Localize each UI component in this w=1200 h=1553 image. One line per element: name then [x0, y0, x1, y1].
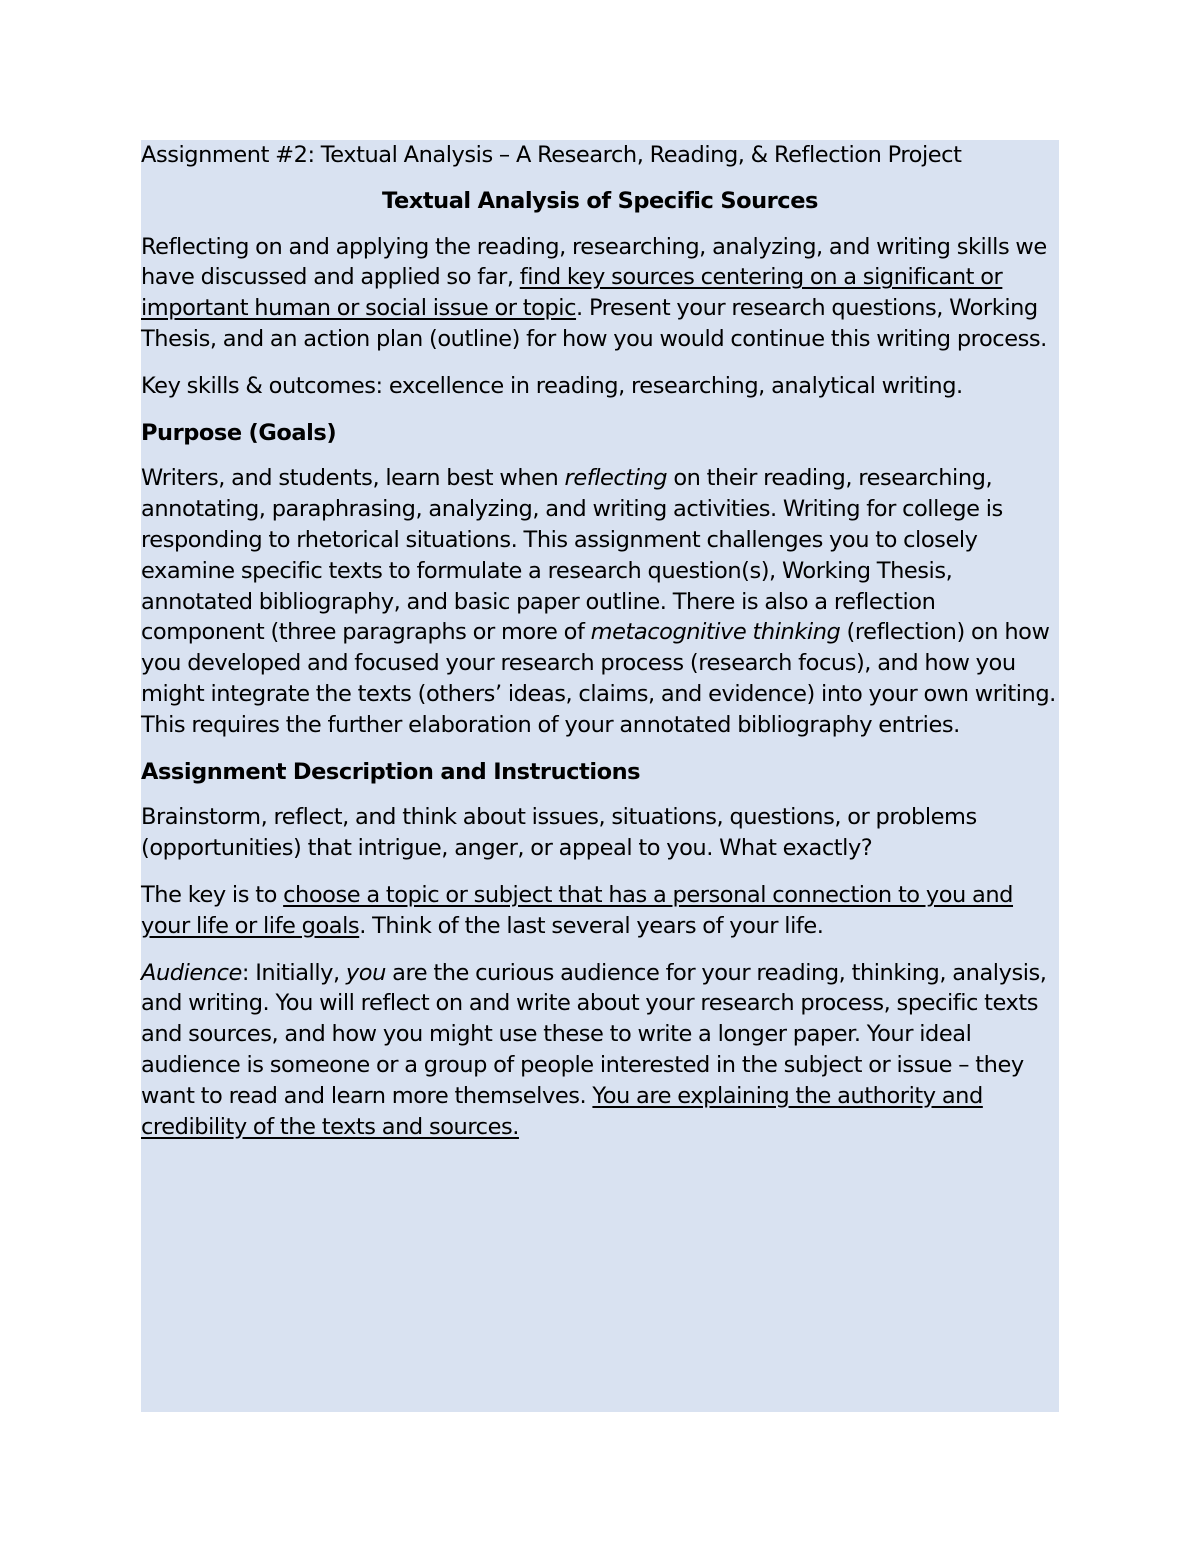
purpose-text-2: on their reading, researching, annotating, paraphrasing, analyzing, and writing activities. Writing for college is responding to rhetorical situations. This assignment challenges you to closely examine specific texts to formulate a research question(s), Working Thesis, annotated bibliography, and basic paper outline. There is also a reflection component (three paragraphs or more of [141, 465, 1003, 646]
purpose-paragraph [141, 463, 1059, 740]
brainstorm-paragraph: Brainstorm, reflect, and think about issues, situations, questions, or problems (opportunities) that intrigue, anger, or appeal to you. What exactly? [141, 804, 977, 862]
purpose-text-3: (reflection) on how you developed and focused your research process (research focus), and how you might integrate the texts (others’ ideas, claims, and evidence) into your own writing. This requires the further elaboration of your annotated bibliography entries. [141, 619, 1056, 738]
document-content [141, 140, 1059, 1158]
audience-underlined-text: You are explaining the authority and credibility of the texts and sources. [141, 1082, 983, 1140]
purpose-italic-metacognitive: metacognitive thinking [590, 619, 841, 646]
audience-text-2: are the curious audience for your reading, thinking, analysis, and writing. You will reflect on and write about your research process, specific texts and sources, and how you might use these to write a longer paper. Your ideal audience is someone or a group of people interested in the subject or issue – they want to read and learn more themselves. [141, 959, 1047, 1109]
intro-paragraph [141, 232, 1059, 355]
audience-paragraph [141, 958, 1059, 1143]
intro-underlined-text: find key sources centering on a significant or important human or social issue or topic [141, 264, 1003, 322]
purpose-text-1: Writers, and students, learn best when [141, 465, 565, 492]
purpose-italic-reflecting: reflecting [564, 465, 668, 492]
intro-text-1: Reflecting on and applying the reading, researching, analyzing, and writing skills we have discussed and applied so far, [141, 233, 1047, 291]
key-topic-underlined-text: choose a topic or subject that has a personal connection to you and your life or life goals [141, 881, 1014, 939]
key-topic-paragraph [141, 880, 1059, 942]
key-skills-paragraph: Key skills & outcomes: excellence in reading, researching, analytical writing. [141, 372, 963, 399]
description-heading: Assignment Description and Instructions [141, 758, 641, 785]
purpose-heading: Purpose (Goals) [141, 419, 337, 446]
key-topic-text-2: . Think of the last several years of your life. [359, 912, 824, 939]
intro-text-2: . Present your research questions, Working Thesis, and an action plan (outline) for how you would continue this writing process. [141, 295, 1047, 352]
document-subtitle: Textual Analysis of Specific Sources [382, 187, 818, 214]
audience-text-1: : Initially, [241, 959, 346, 986]
audience-italic-you: you [345, 959, 386, 986]
document-title: Assignment #2: Textual Analysis – A Research, Reading, & Reflection Project [141, 142, 962, 168]
audience-label: Audience [141, 959, 242, 986]
key-topic-text-1: The key is to [141, 881, 284, 908]
